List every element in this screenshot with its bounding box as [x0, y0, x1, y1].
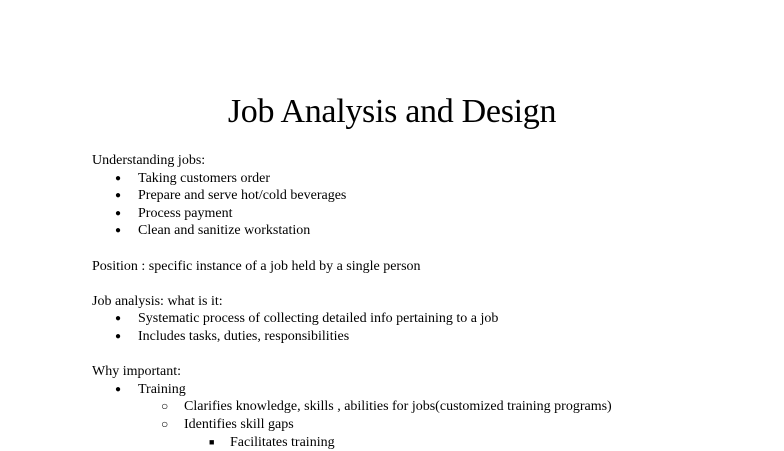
bullet-icon: ●	[115, 205, 121, 223]
list-item	[92, 205, 772, 223]
list-item	[92, 310, 772, 328]
document-title: Job Analysis and Design	[0, 92, 784, 132]
list-subsubitem-text: Facilitates training	[230, 435, 335, 450]
bullet-icon: ●	[115, 170, 121, 188]
document-body	[92, 152, 772, 451]
list-subitem-text: Identifies skill gaps	[184, 417, 294, 432]
understanding-list	[92, 170, 772, 240]
hollow-bullet-icon: ○	[161, 398, 168, 416]
bullet-icon: ●	[115, 310, 121, 328]
list-item-text: Systematic process of collecting detailed info pertaining to a job	[138, 311, 498, 326]
list-item-text: Includes tasks, duties, responsibilities	[138, 329, 349, 344]
why-important-list	[92, 381, 772, 451]
list-subitem-text: Clarifies knowledge, skills , abilities for jobs(customized training programs)	[184, 399, 612, 414]
list-subitem	[92, 398, 772, 416]
bullet-icon: ●	[115, 222, 121, 240]
why-important-heading: Why important:	[92, 363, 772, 381]
spacer	[92, 240, 772, 258]
list-item	[92, 222, 772, 240]
list-item-text: Clean and sanitize workstation	[138, 223, 310, 238]
list-subitem	[92, 416, 772, 434]
understanding-heading: Understanding jobs:	[92, 152, 772, 170]
bullet-icon: ●	[115, 381, 121, 399]
list-item	[92, 187, 772, 205]
list-item-text: Process payment	[138, 206, 232, 221]
spacer	[92, 346, 772, 364]
list-item-text: Taking customers order	[138, 171, 270, 186]
job-analysis-heading: Job analysis: what is it:	[92, 293, 772, 311]
list-item-text: Prepare and serve hot/cold beverages	[138, 188, 346, 203]
list-item	[92, 381, 772, 399]
list-item	[92, 170, 772, 188]
spacer	[92, 275, 772, 293]
position-text: Position : specific instance of a job held by a single person	[92, 258, 772, 276]
bullet-icon: ●	[115, 187, 121, 205]
list-item	[92, 328, 772, 346]
bullet-icon: ●	[115, 328, 121, 346]
hollow-bullet-icon: ○	[161, 416, 168, 434]
job-analysis-list	[92, 310, 772, 345]
square-bullet-icon: ■	[209, 434, 214, 451]
list-subsubitem	[92, 434, 772, 451]
list-item-text: Training	[138, 382, 186, 397]
